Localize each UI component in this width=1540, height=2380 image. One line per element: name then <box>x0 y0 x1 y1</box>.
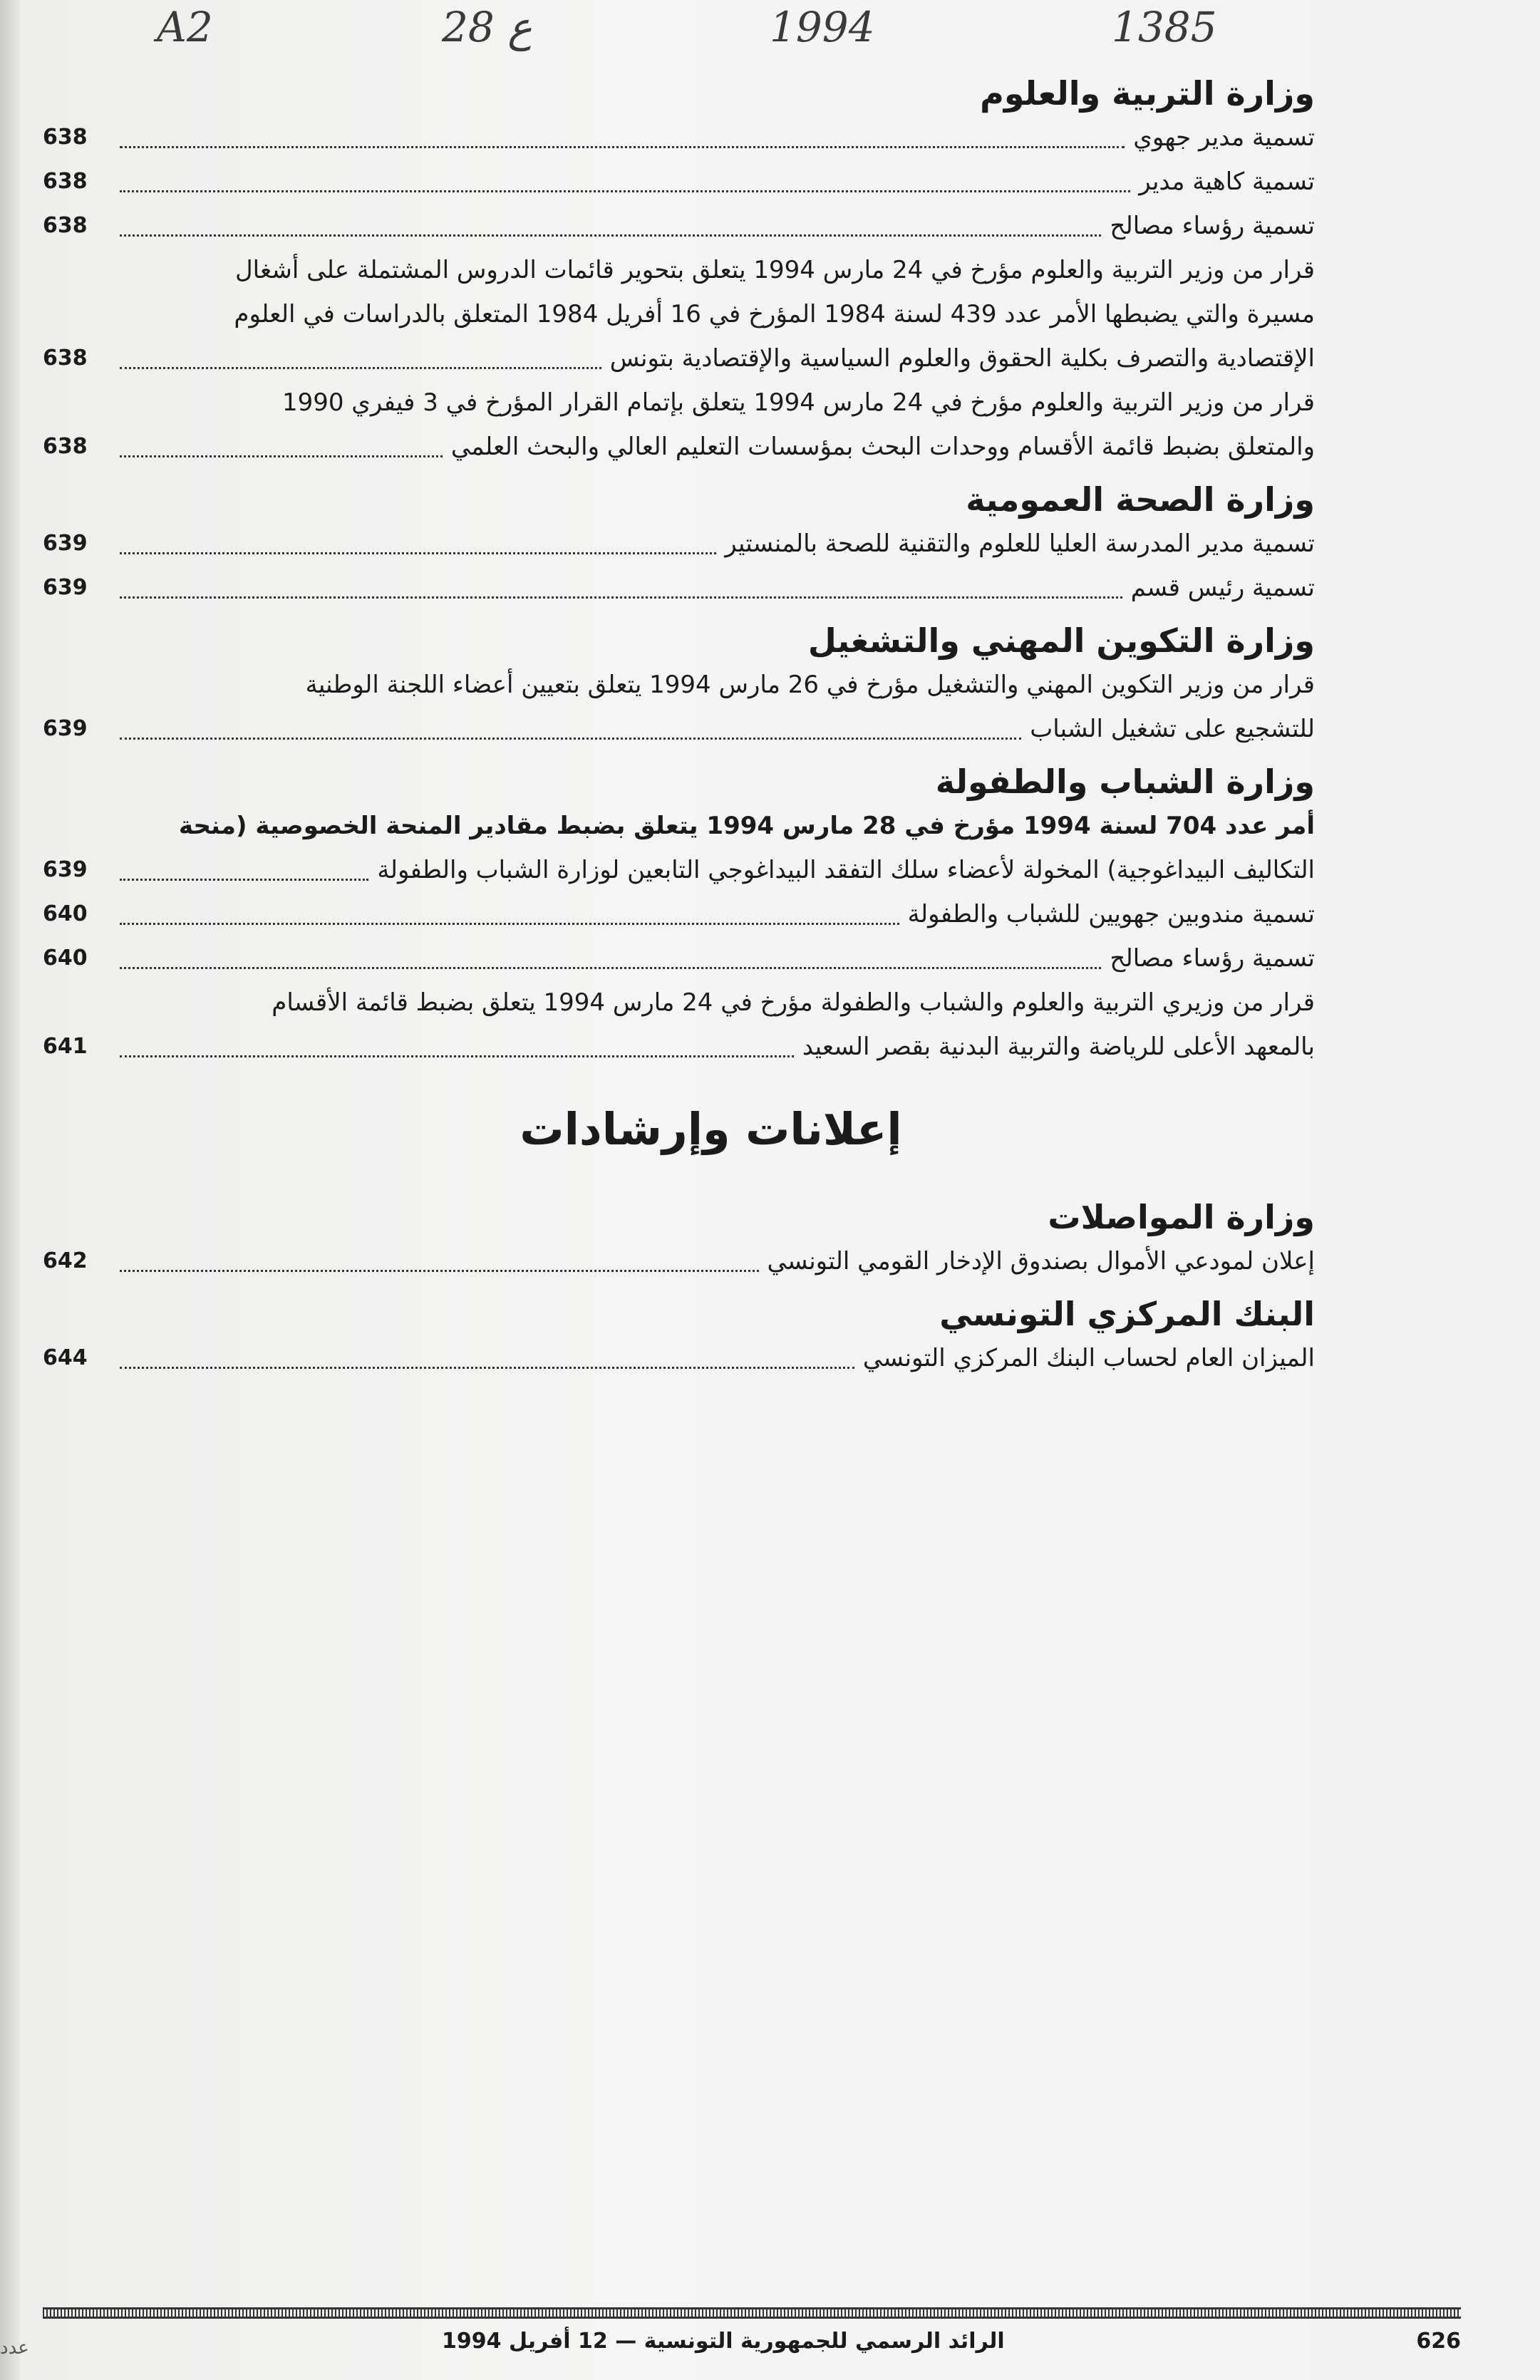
toc-line <box>43 1336 1315 1380</box>
toc-entry-text: تسمية رؤساء مصالح <box>1110 944 1315 973</box>
toc-entry-text-wrap <box>107 936 1315 981</box>
toc-entry-text: الميزان العام لحساب البنك المركزي التونسي <box>862 1344 1315 1372</box>
toc-entry-row <box>107 522 1315 566</box>
toc-entry-row <box>107 115 1315 160</box>
dot-leader <box>120 738 1021 740</box>
toc-line <box>43 248 1315 292</box>
page-reference: 639 <box>43 531 88 556</box>
toc-entry-row <box>107 707 1315 751</box>
page-reference: 639 <box>43 716 88 741</box>
toc-line <box>43 566 1315 610</box>
toc-line <box>43 936 1315 981</box>
dot-leader <box>120 923 899 925</box>
binding-shadow <box>0 0 20 2380</box>
toc-line <box>43 522 1315 566</box>
toc-entry-text-wrap <box>107 425 1315 469</box>
dot-leader <box>120 879 368 881</box>
page-reference: 640 <box>43 946 88 971</box>
toc-line <box>43 204 1315 248</box>
toc-entry-text: قرار من وزير التكوين المهني والتشغيل مؤرخ في 26 مارس 1994 يتعلق بتعيين أعضاء اللجنة الوطنية <box>305 671 1315 699</box>
publication-line: الرائد الرسمي للجمهورية التونسية — 12 أفريل 1994 <box>442 2329 1005 2354</box>
toc-entry-row <box>107 425 1315 469</box>
toc-line <box>43 381 1315 425</box>
toc-entry-text-wrap <box>107 522 1315 566</box>
toc-entry-text-wrap <box>107 115 1315 160</box>
toc-entry-text: التكاليف البيداغوجية) المخولة لأعضاء سلك التفقد البيداغوجي التابعين لوزارة الشباب والطفولة <box>377 856 1315 884</box>
toc-line <box>43 425 1315 469</box>
toc-line <box>43 707 1315 751</box>
toc-entry-row <box>107 1025 1315 1069</box>
toc-entry-text-wrap <box>107 204 1315 248</box>
toc-line <box>43 804 1315 848</box>
toc-entry-text: تسمية رؤساء مصالح <box>1110 212 1315 240</box>
dot-leader <box>120 455 443 457</box>
toc-entry-text: تسمية مدير المدرسة العليا للعلوم والتقنية للصحة بالمنستير <box>725 529 1315 558</box>
handwritten-note-1: A2 <box>157 3 213 51</box>
toc-line <box>43 1025 1315 1069</box>
page-footer <box>43 2329 1461 2371</box>
toc-entry-text-wrap <box>107 1239 1315 1283</box>
toc-entry-text: مسيرة والتي يضبطها الأمر عدد 439 لسنة 1984 المؤرخ في 16 أفريل 1984 المتعلق بالدراسات في العلوم <box>234 300 1315 328</box>
toc-line <box>43 981 1315 1025</box>
page-reference: 638 <box>43 125 88 150</box>
ministry-heading: وزارة التربية والعلوم <box>980 74 1315 113</box>
dot-leader <box>120 146 1125 148</box>
toc-entry-text-wrap <box>107 892 1315 936</box>
toc-entry-text-wrap <box>107 1336 1315 1380</box>
toc-entry-text: قرار من وزيري التربية والعلوم والشباب والطفولة مؤرخ في 24 مارس 1994 يتعلق بضبط قائمة الأقسام <box>272 988 1315 1017</box>
toc-entry-text-wrap <box>107 160 1315 204</box>
adjacent-page-edge: عدد <box>0 2337 29 2359</box>
dot-leader <box>120 967 1101 969</box>
handwritten-note-4: 1385 <box>1112 3 1217 51</box>
page-reference: 644 <box>43 1345 88 1370</box>
page-reference: 638 <box>43 434 88 459</box>
toc-line <box>43 1239 1315 1283</box>
toc-entry-text: تسمية كاهية مدير <box>1139 167 1315 196</box>
handwritten-note-2: 28 ع <box>442 3 532 51</box>
dot-leader <box>120 596 1122 599</box>
footer-rule <box>43 2307 1461 2319</box>
page-reference: 638 <box>43 169 88 194</box>
toc-entry-text: للتشجيع على تشغيل الشباب <box>1030 715 1315 743</box>
announcements-heading: إعلانات وإرشادات <box>520 1103 902 1155</box>
page-number: 626 <box>1416 2329 1461 2354</box>
dot-leader <box>120 234 1101 237</box>
toc-entry-text: والمتعلق بضبط قائمة الأقسام ووحدات البحث بمؤسسات التعليم العالي والبحث العلمي <box>450 433 1315 461</box>
toc-entry-text-wrap <box>107 336 1315 381</box>
toc-entry-text: بالمعهد الأعلى للرياضة والتربية البدنية بقصر السعيد <box>802 1033 1315 1061</box>
toc-entry-row <box>107 892 1315 936</box>
ministry-heading: وزارة التكوين المهني والتشغيل <box>807 621 1315 660</box>
ministry-heading: وزارة المواصلات <box>1048 1198 1315 1236</box>
toc-entry-text: تسمية مدير جهوي <box>1133 123 1315 152</box>
toc-line <box>43 115 1315 160</box>
toc-line <box>43 336 1315 381</box>
toc-entry-text: إعلان لمودعي الأموال بصندوق الإدخار القومي التونسي <box>767 1247 1315 1276</box>
toc-entry-row <box>107 336 1315 381</box>
toc-entry-row <box>107 1336 1315 1380</box>
dot-leader <box>120 367 601 369</box>
toc-entry-text-wrap <box>107 707 1315 751</box>
dot-leader <box>120 552 716 554</box>
toc-entry-text-wrap <box>107 848 1315 892</box>
toc-entry-text: الإقتصادية والتصرف بكلية الحقوق والعلوم السياسية والإقتصادية بتونس <box>609 344 1315 373</box>
toc-line <box>43 848 1315 892</box>
toc-entry-row <box>107 936 1315 981</box>
toc-entry-text: قرار من وزير التربية والعلوم مؤرخ في 24 مارس 1994 يتعلق بإتمام القرار المؤرخ في 3 فيفري 1990 <box>281 388 1315 417</box>
toc-entry-text: قرار من وزير التربية والعلوم مؤرخ في 24 مارس 1994 يتعلق بتحوير قائمات الدروس المشتملة على أشغال <box>234 256 1315 284</box>
toc-line <box>43 160 1315 204</box>
table-of-contents <box>43 63 1315 1380</box>
page-reference: 639 <box>43 575 88 600</box>
toc-entry-row <box>107 566 1315 610</box>
page-reference: 639 <box>43 857 88 882</box>
dot-leader <box>120 190 1130 192</box>
toc-line <box>43 663 1315 707</box>
toc-entry-row <box>107 848 1315 892</box>
page-reference: 641 <box>43 1034 88 1059</box>
toc-entry-text-wrap <box>107 566 1315 610</box>
page-reference: 638 <box>43 346 88 371</box>
toc-entry-row <box>107 1239 1315 1283</box>
toc-entry-text-wrap <box>107 1025 1315 1069</box>
page-reference: 640 <box>43 901 88 926</box>
dot-leader <box>120 1367 854 1369</box>
ministry-heading: وزارة الصحة العمومية <box>966 480 1315 519</box>
toc-entry-text: تسمية مندوبين جهويين للشباب والطفولة <box>907 900 1315 928</box>
ministry-heading: وزارة الشباب والطفولة <box>935 762 1315 801</box>
dot-leader <box>120 1055 794 1057</box>
page-reference: 642 <box>43 1248 88 1273</box>
toc-entry-row <box>107 204 1315 248</box>
dot-leader <box>120 1270 759 1272</box>
ministry-heading: البنك المركزي التونسي <box>939 1295 1315 1333</box>
handwritten-note-3: 1994 <box>770 3 875 51</box>
toc-line <box>43 292 1315 336</box>
toc-entry-text: تسمية رئيس قسم <box>1130 574 1315 602</box>
page-reference: 638 <box>43 213 88 238</box>
toc-line <box>43 892 1315 936</box>
toc-entry-row <box>107 160 1315 204</box>
toc-entry-text: أمر عدد 704 لسنة 1994 مؤرخ في 28 مارس 1994 يتعلق بضبط مقادير المنحة الخصوصية (منحة <box>178 812 1315 840</box>
